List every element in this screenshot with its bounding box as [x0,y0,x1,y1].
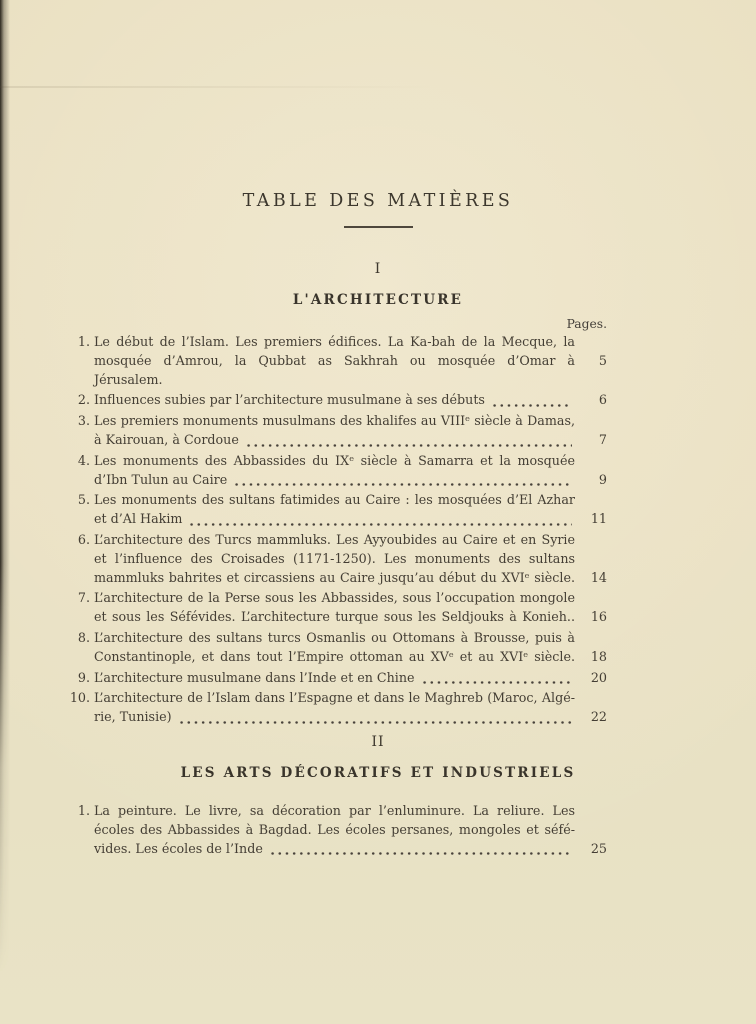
section-content [69,317,607,727]
page-title: TABLE DES MATIÈRES [242,191,514,211]
item-text-line: mammluks bahrites et circassiens au Caire jusqu’au début du XVIᵉ siècle. [94,569,575,585]
toc-item [77,669,607,688]
title-rule [344,226,413,228]
page-left-edge-shadow [0,0,10,1024]
item-number: 10. [69,690,90,706]
item-text-line: mosquée d’Amrou, la Qubbat as Sakhrah ou mosquée d’Omar à Jérusalem. [94,352,575,387]
toc-sections [0,261,756,858]
dot-leader [188,514,572,526]
item-last-line [94,352,607,390]
dot-leader [491,395,572,407]
dot-leader [269,843,572,855]
dot-leader [421,672,572,684]
page-number: 20 [590,669,607,685]
page-number: 6 [598,392,607,408]
item-text-line: d’Ibn Tulun au Caire [94,471,228,487]
toc-item [77,391,607,410]
item-text-line: à Kairouan, à Cordoue [94,431,239,447]
item-text-line: Les monuments des Abbassides du IXᵉ siècle à Samarra et la mosquée [94,452,575,468]
item-number: 1. [77,334,90,349]
page-number: 25 [590,840,607,856]
toc-items [69,333,607,727]
item-text-line: Les premiers monuments musulmans des khalifes au VIIIᵉ siècle à Damas, [94,413,575,429]
item-number: 5. [77,492,90,508]
pages-column-label: Pages. [566,317,607,331]
dot-leader [233,474,572,486]
page-number: 18 [590,648,607,664]
item-number: 9. [77,669,90,685]
toc-item [77,491,607,529]
item-last-line [94,431,607,450]
toc-items [77,802,607,858]
item-last-line [94,510,607,529]
item-lines [94,589,607,627]
item-text-line: et sous les Séfévides. L’architecture turque sous les Seldjouks à Konieh.. [94,609,575,625]
item-lines [94,491,607,529]
page-number: 9 [598,471,607,487]
item-last-line [94,391,607,410]
item-last-line [94,708,607,727]
dot-leader [245,435,572,447]
item-text-line: Constantinople, et dans tout l’Empire ottoman au XVᵉ et au XVIᵉ siècle. [94,648,575,664]
item-last-line [94,669,607,688]
dot-leader [178,712,572,724]
item-number: 2. [77,392,90,408]
item-text-line: L’architecture de la Perse sous les Abbassides, sous l’occupation mongole [94,590,575,606]
item-number: 7. [77,590,90,606]
item-lines [94,412,607,450]
page-number: 5 [598,352,607,368]
toc-item [77,629,607,667]
toc-item [69,689,607,727]
item-lines [94,802,607,858]
item-number: 8. [77,629,90,645]
toc-item [77,412,607,450]
toc-item [77,333,607,389]
item-text-line: Les monuments des sultans fatimides au Caire : les mosquées d’El Azhar [94,492,575,508]
item-last-line [94,608,607,627]
section-heading: LES ARTS DÉCORATIFS ET INDUSTRIELS [180,764,576,781]
item-lines [94,669,607,688]
page-number: 11 [590,511,607,527]
item-lines [94,333,607,389]
item-number: 6. [77,531,90,547]
section-heading: L'ARCHITECTURE [292,292,464,308]
item-last-line [94,648,607,667]
item-last-line [94,840,607,859]
item-text-line: L’architecture musulmane dans l’Inde et en Chine [94,669,415,685]
section-numeral: II [371,733,385,750]
item-lines [94,531,607,587]
item-text-line: Le début de l’Islam. Les premiers édifices. La Ka-bah de la Mecque, la [94,334,575,349]
page-number: 16 [590,609,607,625]
item-number: 1. [77,802,90,818]
section-numeral: I [374,261,382,277]
page-number: 22 [590,709,607,725]
item-number: 3. [77,413,90,429]
item-number: 4. [77,452,90,468]
item-text-line: La peinture. Le livre, sa décoration par l’enluminure. La reliure. Les [94,802,575,818]
paper-crease [0,86,438,88]
item-text-line: rie, Tunisie) [94,709,172,725]
item-text-line: L’architecture des sultans turcs Osmanlis ou Ottomans à Brousse, puis à [94,629,575,645]
toc-item [77,452,607,490]
item-text-line: et d’Al Hakim [94,511,183,527]
page-number: 14 [590,569,607,585]
item-text-line: vides. Les écoles de l’Inde [94,840,263,856]
toc-item [77,589,607,627]
item-lines [94,629,607,667]
toc-item [77,802,607,858]
item-text-line: et l’influence des Croisades (1171-1250). Les monuments des sultans [94,550,575,566]
item-last-line [94,569,607,588]
item-lines [94,452,607,490]
toc-item [77,531,607,587]
item-lines [94,689,607,727]
item-text-line: Influences subies par l’architecture musulmane à ses débuts [94,392,485,408]
item-last-line [94,471,607,490]
item-text-line: L’architecture des Turcs mammluks. Les Ayyoubides au Caire et en Syrie [94,531,575,547]
item-text-line: L’architecture de l’Islam dans l’Espagne et dans le Maghreb (Maroc, Algé- [94,690,575,706]
toc-section [0,734,756,858]
item-text-line: écoles des Abbassides à Bagdad. Les écoles persanes, mongoles et séfé- [94,821,575,837]
item-lines [94,391,607,410]
page-number: 7 [598,431,607,447]
toc-section [0,261,756,727]
section-content [77,802,607,858]
